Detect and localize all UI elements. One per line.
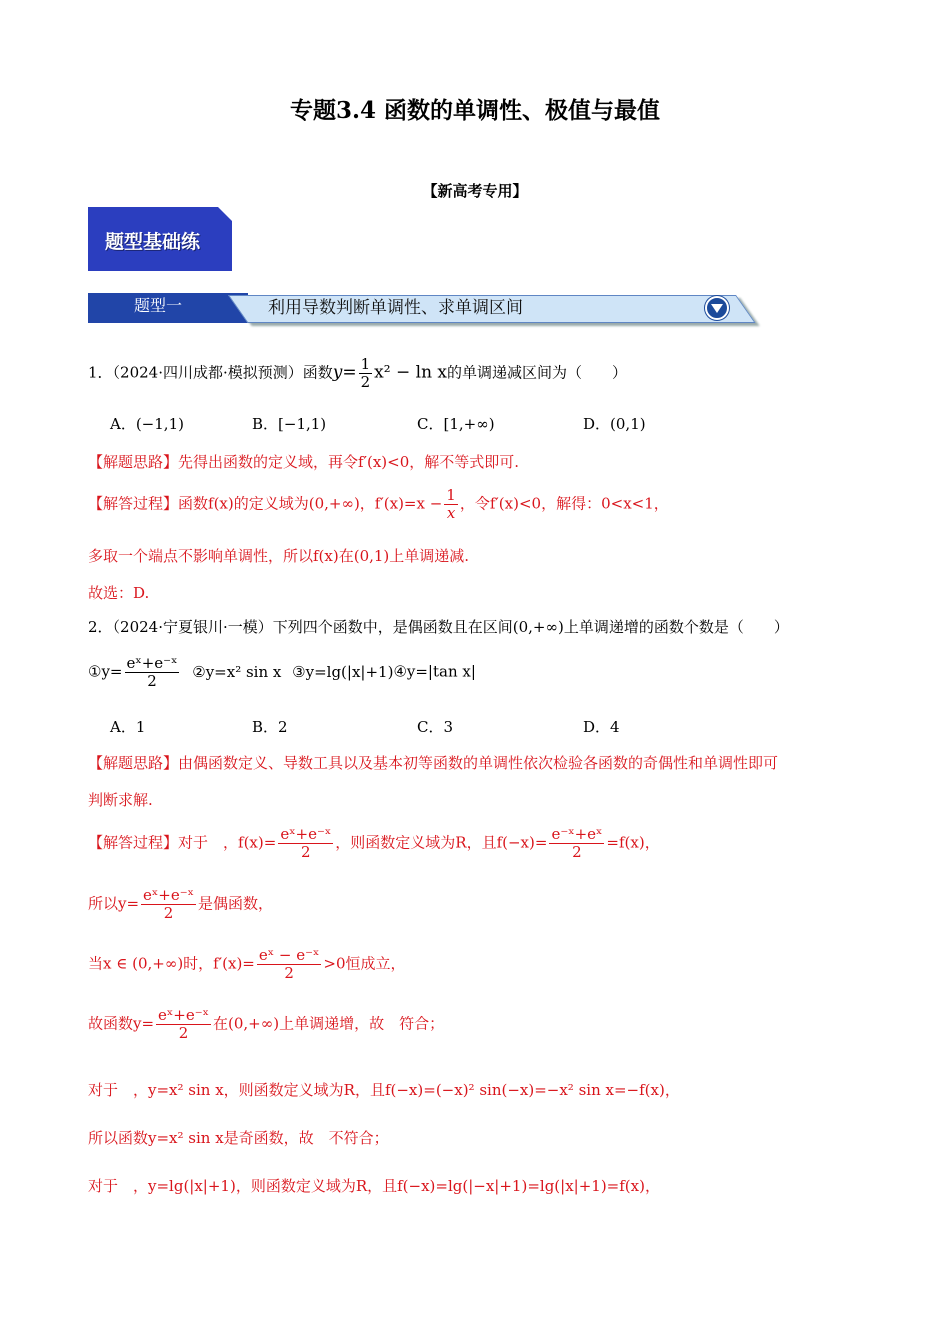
q1-func-a: y=	[332, 362, 357, 383]
q2-option-d[interactable]: D．4	[583, 718, 620, 736]
q1-frac-n: 1	[360, 355, 371, 373]
q2-p3-d: 2	[284, 964, 294, 982]
q2-p1-n: eˣ+e⁻ˣ	[280, 825, 332, 843]
q2-p3-b: >0恒成立，	[323, 954, 406, 973]
banner-label: 题型基础练	[105, 231, 201, 253]
q1-option-a[interactable]: A．(−1,1)	[110, 415, 184, 433]
q1-option-d[interactable]: D．(0,1)	[583, 415, 646, 433]
q2-stem: 2．（2024·宁夏银川·一模）下列四个函数中，是偶函数且在区间(0,+∞)上单调递增的函数个数是（ ）	[88, 618, 789, 636]
q2-option-b[interactable]: B．2	[252, 718, 288, 736]
q2-p2-fraction	[141, 887, 196, 922]
q2-p4-b: 在(0,+∞)上单调递增，故 符合；	[213, 1014, 445, 1033]
q2-p4-d: 2	[178, 1024, 189, 1042]
q2-p1-a: 对于 ，f(x)=	[178, 833, 277, 852]
q1-proc-frac-d: x	[446, 504, 456, 522]
q2-proc-5: 对于 ，y=x² sin x，则函数定义域为R，且f(−x)=(−x)² sin(−x)=−x² sin x=−f(x)，	[88, 1081, 680, 1099]
q1-fraction	[359, 356, 373, 391]
q2-functions	[88, 655, 476, 690]
q2-idea-line2: 判断求解.	[88, 791, 153, 809]
q2-p2-n: eˣ+e⁻ˣ	[143, 886, 195, 904]
q2-p4-a: 故函数y=	[88, 1014, 155, 1033]
q1-frac-d: 2	[360, 373, 371, 391]
dropdown-icon[interactable]	[705, 296, 729, 320]
q2-proc-1	[88, 826, 660, 861]
q1-func-b: x² − ln x	[374, 362, 448, 383]
section-banner	[88, 207, 232, 271]
q1-process	[88, 487, 669, 522]
q2-p3-fraction	[257, 947, 322, 982]
q2-f1-d: 2	[147, 672, 157, 690]
q2-option-c[interactable]: C．3	[417, 718, 454, 736]
page-title: 专题3.4 函数的单调性、极值与最值	[289, 97, 661, 124]
q1-answer: 故选：D.	[88, 584, 150, 602]
q2-idea-l1: 由偶函数定义、导数工具以及基本初等函数的单调性依次检验各函数的奇偶性和单调性即可	[178, 754, 779, 772]
type-name: 题型一	[134, 296, 183, 315]
q1-proc-a: 函数f(x)的定义域为(0,+∞)，f′(x)=x −	[178, 494, 443, 513]
q2-proc-7: 对于 ，y=lg(|x|+1)，则函数定义域为R，且f(−x)=lg(|−x|+1)=lg(|x|+1)=f(x)，	[88, 1177, 660, 1195]
q2-f4: ④y=|tan x|	[393, 662, 476, 681]
q1-idea	[88, 451, 519, 472]
q2-p2-a: 所以y=	[88, 894, 140, 913]
q2-proc-label: 【解答过程】	[88, 833, 179, 852]
q2-p1-b: ，则函数定义域为R，且f(−x)=	[335, 833, 548, 852]
q2-f1-pre: ①y=	[88, 662, 123, 681]
q2-f1-fraction	[125, 655, 180, 690]
q1-idea-text: 先得出函数的定义域，再令f′(x)<0，解不等式即可.	[178, 453, 520, 471]
q1-stem	[88, 356, 627, 391]
q1-proc-fraction	[444, 487, 458, 522]
q2-p4-fraction	[156, 1007, 211, 1042]
q2-p1-d2: 2	[572, 843, 582, 861]
q1-stem-pre: 1．（2024·四川成都·模拟预测）函数	[88, 363, 333, 382]
q1-idea-label: 【解题思路】	[88, 453, 179, 471]
q2-p1-fraction2	[549, 826, 604, 861]
q2-idea	[88, 752, 778, 773]
q1-option-c[interactable]: C．[1,+∞)	[417, 415, 495, 433]
q2-p1-d: 2	[301, 843, 311, 861]
q2-idea-label: 【解题思路】	[88, 754, 179, 772]
type-description: 利用导数判断单调性、求单调区间	[268, 298, 523, 318]
banner-corner	[218, 207, 232, 221]
q1-option-b[interactable]: B．[−1,1)	[252, 415, 327, 433]
q2-option-a[interactable]: A．1	[110, 718, 146, 736]
q2-p2-b: 是偶函数，	[198, 894, 274, 913]
q2-proc-3	[88, 947, 406, 982]
q1-proc-label: 【解答过程】	[88, 494, 179, 513]
q2-proc-4	[88, 1007, 444, 1042]
q2-proc-2	[88, 887, 273, 922]
q2-p1-n2: e⁻ˣ+eˣ	[551, 825, 603, 843]
page-subtitle: 【新高考专用】	[422, 182, 528, 200]
q2-proc-6: 所以函数y=x² sin x是奇函数，故 不符合；	[88, 1129, 389, 1147]
question-type-bar[interactable]	[88, 293, 736, 327]
q2-p4-n: eˣ+e⁻ˣ	[158, 1006, 210, 1024]
q1-stem-post: 的单调递减区间为（ ）	[447, 363, 628, 382]
q2-p3-n: eˣ − e⁻ˣ	[258, 946, 320, 964]
q2-p2-d: 2	[163, 904, 174, 922]
q2-f1-n: eˣ+e⁻ˣ	[126, 654, 178, 672]
q2-p3-a: 当x ∈ (0,+∞)时，f′(x)=	[88, 954, 255, 973]
q1-process-line2: 多取一个端点不影响单调性，所以f(x)在(0,1)上单调递减.	[88, 547, 470, 565]
q1-proc-b: ，令f′(x)<0，解得：0<x<1，	[459, 494, 669, 513]
q2-p1-c: =f(x)，	[606, 833, 660, 852]
q2-p1-fraction	[278, 826, 333, 861]
q2-f2: ②y=x² sin x	[192, 662, 282, 681]
q1-proc-frac-n: 1	[446, 486, 456, 504]
q2-f3: ③y=lg(|x|+1)	[292, 662, 394, 681]
